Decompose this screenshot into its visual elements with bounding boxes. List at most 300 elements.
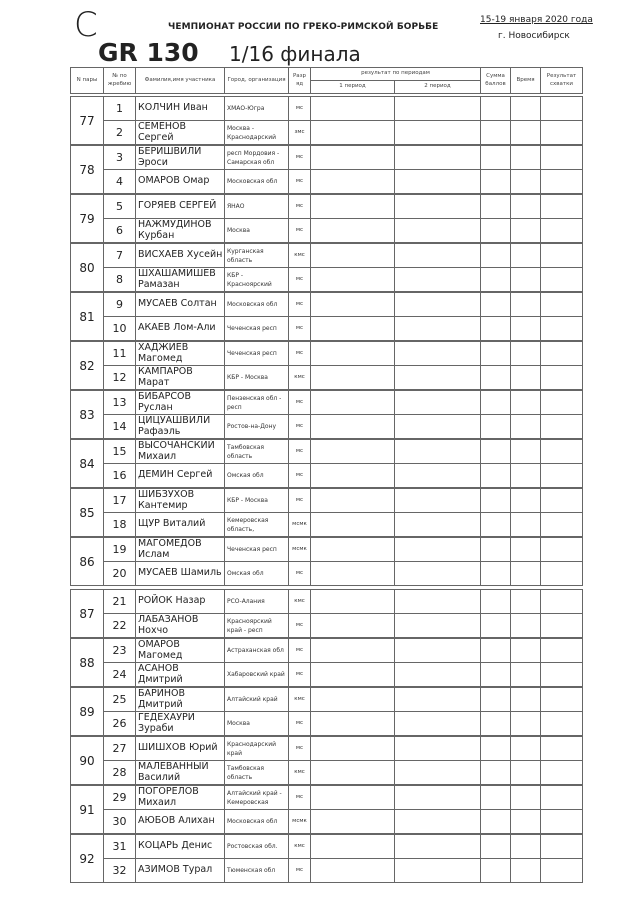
wrestler-org: КБР - Москва	[225, 489, 289, 513]
sum-cell[interactable]	[481, 440, 511, 464]
period-2-cell[interactable]	[395, 859, 481, 883]
pair-number: 86	[71, 538, 104, 586]
pair-block	[70, 589, 583, 638]
wrestler-org: Чеченская респ	[225, 317, 289, 341]
bout-result-cell[interactable]	[541, 712, 583, 736]
wrestler-rank: мс	[289, 786, 311, 810]
wrestler-name: АЮБОВ Алихан	[136, 810, 225, 834]
wrestler-org: Тамбовская область	[225, 440, 289, 464]
sum-cell[interactable]	[481, 663, 511, 687]
time-cell[interactable]	[511, 121, 541, 145]
period-1-cell[interactable]	[311, 562, 395, 586]
period-1-cell[interactable]	[311, 391, 395, 415]
time-cell[interactable]	[511, 513, 541, 537]
period-2-cell[interactable]	[395, 219, 481, 243]
time-cell[interactable]	[511, 538, 541, 562]
period-2-cell[interactable]	[395, 639, 481, 663]
sum-cell[interactable]	[481, 415, 511, 439]
event-city: г. Новосибирск	[498, 31, 570, 41]
wrestler-rank: мс	[289, 268, 311, 292]
time-cell[interactable]	[511, 688, 541, 712]
period-2-cell[interactable]	[395, 712, 481, 736]
period-1-cell[interactable]	[311, 121, 395, 145]
table-row	[71, 835, 583, 859]
table-row	[71, 121, 583, 145]
pair-number: 88	[71, 639, 104, 687]
table-row	[71, 97, 583, 121]
draw-number: 6	[104, 219, 136, 243]
pair-block	[70, 341, 583, 390]
wrestler-name: БИБАРСОВ Руслан	[136, 391, 225, 415]
period-1-cell[interactable]	[311, 614, 395, 638]
period-1-cell[interactable]	[311, 219, 395, 243]
wrestler-name: ДЕМИН Сергей	[136, 464, 225, 488]
sum-cell[interactable]	[481, 835, 511, 859]
wrestler-name: ГЕДЕХАУРИ Зураби	[136, 712, 225, 736]
period-2-cell[interactable]	[395, 761, 481, 785]
time-cell[interactable]	[511, 219, 541, 243]
wrestler-name: ГОРЯЕВ СЕРГЕЙ	[136, 195, 225, 219]
header-rank: Разр яд	[289, 68, 311, 94]
bout-result-cell[interactable]	[541, 489, 583, 513]
period-2-cell[interactable]	[395, 810, 481, 834]
time-cell[interactable]	[511, 786, 541, 810]
pair-block	[70, 145, 583, 194]
sum-cell[interactable]	[481, 761, 511, 785]
wrestler-org: Хабаровский край	[225, 663, 289, 687]
period-2-cell[interactable]	[395, 538, 481, 562]
bout-result-cell[interactable]	[541, 391, 583, 415]
period-1-cell[interactable]	[311, 170, 395, 194]
period-1-cell[interactable]	[311, 366, 395, 390]
period-2-cell[interactable]	[395, 786, 481, 810]
wrestler-name: РОЙОК Назар	[136, 590, 225, 614]
bout-result-cell[interactable]	[541, 121, 583, 145]
bout-result-cell[interactable]	[541, 835, 583, 859]
wrestler-rank: змс	[289, 121, 311, 145]
draw-number: 19	[104, 538, 136, 562]
sum-cell[interactable]	[481, 810, 511, 834]
table-row	[71, 366, 583, 390]
period-1-cell[interactable]	[311, 761, 395, 785]
time-cell[interactable]	[511, 737, 541, 761]
pair-number: 85	[71, 489, 104, 537]
header-periods-result: результат по периодам	[311, 68, 481, 81]
pair-block	[70, 390, 583, 439]
wrestler-rank: кмс	[289, 835, 311, 859]
wrestler-rank: мс	[289, 859, 311, 883]
bout-result-cell[interactable]	[541, 590, 583, 614]
period-1-cell[interactable]	[311, 415, 395, 439]
draw-number: 20	[104, 562, 136, 586]
wrestler-rank: мс	[289, 293, 311, 317]
time-cell[interactable]	[511, 170, 541, 194]
wrestler-name: БАРИНОВ Дмитрий	[136, 688, 225, 712]
wrestler-name: ШИШХОВ Юрий	[136, 737, 225, 761]
period-2-cell[interactable]	[395, 513, 481, 537]
wrestler-name: ХАДЖИЕВ Магомед	[136, 342, 225, 366]
period-1-cell[interactable]	[311, 293, 395, 317]
wrestler-rank: кмс	[289, 761, 311, 785]
period-2-cell[interactable]	[395, 489, 481, 513]
table-row	[71, 786, 583, 810]
wrestler-rank: мс	[289, 663, 311, 687]
period-2-cell[interactable]	[395, 268, 481, 292]
sum-cell[interactable]	[481, 121, 511, 145]
draw-number: 27	[104, 737, 136, 761]
period-2-cell[interactable]	[395, 317, 481, 341]
time-cell[interactable]	[511, 810, 541, 834]
period-1-cell[interactable]	[311, 244, 395, 268]
bout-result-cell[interactable]	[541, 440, 583, 464]
period-1-cell[interactable]	[311, 639, 395, 663]
wrestler-org: Ростовская обл.	[225, 835, 289, 859]
wrestler-name: АЗИМОВ Турал	[136, 859, 225, 883]
draw-number: 31	[104, 835, 136, 859]
period-1-cell[interactable]	[311, 489, 395, 513]
table-header	[70, 67, 583, 94]
time-cell[interactable]	[511, 440, 541, 464]
time-cell[interactable]	[511, 712, 541, 736]
championship-title: ЧЕМПИОНАТ РОССИИ ПО ГРЕКО-РИМСКОЙ БОРЬБЕ	[168, 22, 439, 32]
mat-letter: С	[74, 5, 98, 45]
header-draw-no: № по жребию	[104, 68, 136, 94]
header-bout-result: Результат схватки	[541, 68, 583, 94]
wrestler-org: Тамбовская область	[225, 761, 289, 785]
table-row	[71, 810, 583, 834]
wrestler-rank: мс	[289, 219, 311, 243]
sum-cell[interactable]	[481, 590, 511, 614]
header-time: Время	[511, 68, 541, 94]
time-cell[interactable]	[511, 244, 541, 268]
bout-result-cell[interactable]	[541, 342, 583, 366]
time-cell[interactable]	[511, 639, 541, 663]
pair-number: 78	[71, 146, 104, 194]
header-pair-no: N пары	[71, 68, 104, 94]
pair-block	[70, 834, 583, 883]
period-1-cell[interactable]	[311, 859, 395, 883]
period-1-cell[interactable]	[311, 513, 395, 537]
period-2-cell[interactable]	[395, 737, 481, 761]
bout-result-cell[interactable]	[541, 146, 583, 170]
period-1-cell[interactable]	[311, 538, 395, 562]
time-cell[interactable]	[511, 614, 541, 638]
table-row	[71, 293, 583, 317]
wrestler-org: Москва	[225, 219, 289, 243]
wrestler-org: Омская обл	[225, 464, 289, 488]
period-1-cell[interactable]	[311, 786, 395, 810]
bout-result-cell[interactable]	[541, 859, 583, 883]
wrestler-name: ШХАШАМИШЕВ Рамазан	[136, 268, 225, 292]
sum-cell[interactable]	[481, 786, 511, 810]
time-cell[interactable]	[511, 415, 541, 439]
draw-number: 7	[104, 244, 136, 268]
wrestler-org: Алтайский край	[225, 688, 289, 712]
header-org: Город, организация	[225, 68, 289, 94]
wrestler-rank: мс	[289, 639, 311, 663]
period-2-cell[interactable]	[395, 244, 481, 268]
sum-cell[interactable]	[481, 562, 511, 586]
event-dates: 15-19 января 2020 года	[480, 15, 593, 25]
pair-number: 83	[71, 391, 104, 439]
table-row	[71, 712, 583, 736]
period-1-cell[interactable]	[311, 342, 395, 366]
wrestler-org: Ростов-на-Дону	[225, 415, 289, 439]
period-2-cell[interactable]	[395, 170, 481, 194]
wrestler-name: ЛАБАЗАНОВ Нохчо	[136, 614, 225, 638]
wrestler-rank: мс	[289, 342, 311, 366]
wrestler-rank: мс	[289, 440, 311, 464]
wrestler-name: ВЫСОЧАНСКИЙ Михаил	[136, 440, 225, 464]
draw-number: 16	[104, 464, 136, 488]
sum-cell[interactable]	[481, 391, 511, 415]
bout-result-cell[interactable]	[541, 415, 583, 439]
sum-cell[interactable]	[481, 737, 511, 761]
draw-number: 26	[104, 712, 136, 736]
bout-result-cell[interactable]	[541, 639, 583, 663]
period-2-cell[interactable]	[395, 195, 481, 219]
sum-cell[interactable]	[481, 614, 511, 638]
period-1-cell[interactable]	[311, 440, 395, 464]
wrestler-rank: мс	[289, 146, 311, 170]
wrestler-rank: мс	[289, 489, 311, 513]
wrestler-name: МАГОМЕДОВ Ислам	[136, 538, 225, 562]
table-row	[71, 663, 583, 687]
bout-result-cell[interactable]	[541, 688, 583, 712]
draw-number: 30	[104, 810, 136, 834]
pair-block	[70, 194, 583, 243]
draw-number: 3	[104, 146, 136, 170]
sum-cell[interactable]	[481, 342, 511, 366]
period-1-cell[interactable]	[311, 464, 395, 488]
bout-result-cell[interactable]	[541, 195, 583, 219]
period-1-cell[interactable]	[311, 835, 395, 859]
period-2-cell[interactable]	[395, 342, 481, 366]
time-cell[interactable]	[511, 293, 541, 317]
period-1-cell[interactable]	[311, 268, 395, 292]
wrestler-rank: мс	[289, 464, 311, 488]
bout-result-cell[interactable]	[541, 614, 583, 638]
wrestler-name: НАЖМУДИНОВ Курбан	[136, 219, 225, 243]
wrestler-rank: мс	[289, 415, 311, 439]
time-cell[interactable]	[511, 268, 541, 292]
wrestler-org: Омская обл	[225, 562, 289, 586]
wrestler-name: БЕРИШВИЛИ Эроси	[136, 146, 225, 170]
bout-result-cell[interactable]	[541, 737, 583, 761]
draw-number: 29	[104, 786, 136, 810]
bout-result-cell[interactable]	[541, 244, 583, 268]
time-cell[interactable]	[511, 761, 541, 785]
bout-result-cell[interactable]	[541, 170, 583, 194]
bout-result-cell[interactable]	[541, 268, 583, 292]
sum-cell[interactable]	[481, 97, 511, 121]
wrestler-org: Чеченская респ	[225, 342, 289, 366]
sum-cell[interactable]	[481, 195, 511, 219]
draw-number: 4	[104, 170, 136, 194]
time-cell[interactable]	[511, 835, 541, 859]
draw-number: 15	[104, 440, 136, 464]
bout-result-cell[interactable]	[541, 464, 583, 488]
period-2-cell[interactable]	[395, 562, 481, 586]
bout-result-cell[interactable]	[541, 293, 583, 317]
period-2-cell[interactable]	[395, 663, 481, 687]
time-cell[interactable]	[511, 489, 541, 513]
pair-number: 77	[71, 97, 104, 145]
period-1-cell[interactable]	[311, 146, 395, 170]
time-cell[interactable]	[511, 366, 541, 390]
period-2-cell[interactable]	[395, 146, 481, 170]
wrestler-org: ЯНАО	[225, 195, 289, 219]
draw-number: 28	[104, 761, 136, 785]
wrestler-rank: мс	[289, 712, 311, 736]
wrestler-name: ЦИЦУАШВИЛИ Рафаэль	[136, 415, 225, 439]
time-cell[interactable]	[511, 97, 541, 121]
pair-number: 90	[71, 737, 104, 785]
wrestler-name: ПОГОРЕЛОВ Михаил	[136, 786, 225, 810]
draw-number: 24	[104, 663, 136, 687]
bout-result-cell[interactable]	[541, 562, 583, 586]
period-1-cell[interactable]	[311, 688, 395, 712]
bout-result-cell[interactable]	[541, 317, 583, 341]
time-cell[interactable]	[511, 663, 541, 687]
wrestler-org: Чеченская респ	[225, 538, 289, 562]
table-row	[71, 415, 583, 439]
wrestler-org: Кемеровская область,	[225, 513, 289, 537]
sum-cell[interactable]	[481, 317, 511, 341]
period-1-cell[interactable]	[311, 590, 395, 614]
wrestler-org: Московская обл	[225, 810, 289, 834]
sum-cell[interactable]	[481, 489, 511, 513]
time-cell[interactable]	[511, 391, 541, 415]
draw-number: 8	[104, 268, 136, 292]
wrestler-name: КАМПАРОВ Марат	[136, 366, 225, 390]
bout-result-cell[interactable]	[541, 761, 583, 785]
sum-cell[interactable]	[481, 244, 511, 268]
pair-block	[70, 96, 583, 145]
wrestler-org: Московская обл	[225, 293, 289, 317]
wrestler-org: КБР - Москва	[225, 366, 289, 390]
period-2-cell[interactable]	[395, 415, 481, 439]
pair-number: 87	[71, 590, 104, 638]
period-2-cell[interactable]	[395, 464, 481, 488]
sum-cell[interactable]	[481, 688, 511, 712]
draw-number: 14	[104, 415, 136, 439]
draw-number: 12	[104, 366, 136, 390]
wrestler-rank: кмс	[289, 590, 311, 614]
wrestler-org: ХМАО-Югра	[225, 97, 289, 121]
period-1-cell[interactable]	[311, 195, 395, 219]
pair-block	[70, 638, 583, 687]
sum-cell[interactable]	[481, 366, 511, 390]
period-2-cell[interactable]	[395, 97, 481, 121]
table-row	[71, 590, 583, 614]
draw-number: 21	[104, 590, 136, 614]
draw-number: 11	[104, 342, 136, 366]
table-row	[71, 859, 583, 883]
period-2-cell[interactable]	[395, 121, 481, 145]
period-1-cell[interactable]	[311, 737, 395, 761]
wrestler-org: Московская обл	[225, 170, 289, 194]
time-cell[interactable]	[511, 590, 541, 614]
sum-cell[interactable]	[481, 170, 511, 194]
wrestler-name: ОМАРОВ Магомед	[136, 639, 225, 663]
draw-number: 23	[104, 639, 136, 663]
bout-result-cell[interactable]	[541, 366, 583, 390]
draw-number: 25	[104, 688, 136, 712]
bout-result-cell[interactable]	[541, 538, 583, 562]
bout-result-cell[interactable]	[541, 513, 583, 537]
wrestler-name: КОЦАРЬ Денис	[136, 835, 225, 859]
sum-cell[interactable]	[481, 513, 511, 537]
time-cell[interactable]	[511, 464, 541, 488]
sum-cell[interactable]	[481, 464, 511, 488]
period-1-cell[interactable]	[311, 712, 395, 736]
table-row	[71, 146, 583, 170]
pair-number: 92	[71, 835, 104, 883]
table-row	[71, 489, 583, 513]
wrestler-name: СЕМЕНОВ Сергей	[136, 121, 225, 145]
sum-cell[interactable]	[481, 146, 511, 170]
bout-result-cell[interactable]	[541, 97, 583, 121]
table-row	[71, 170, 583, 194]
sum-cell[interactable]	[481, 712, 511, 736]
bout-result-cell[interactable]	[541, 219, 583, 243]
time-cell[interactable]	[511, 562, 541, 586]
wrestler-name: АСАНОВ Дмитрий	[136, 663, 225, 687]
period-1-cell[interactable]	[311, 663, 395, 687]
wrestler-rank: мс	[289, 97, 311, 121]
wrestler-org: КБР - Красноярский	[225, 268, 289, 292]
time-cell[interactable]	[511, 195, 541, 219]
sum-cell[interactable]	[481, 268, 511, 292]
bout-result-cell[interactable]	[541, 810, 583, 834]
wrestler-org: Алтайский край - Кемеровская	[225, 786, 289, 810]
weight-class: GR 130	[98, 38, 199, 67]
period-1-cell[interactable]	[311, 317, 395, 341]
wrestler-org: Москва - Краснодарский	[225, 121, 289, 145]
wrestler-org: Курганская область	[225, 244, 289, 268]
bout-result-cell[interactable]	[541, 786, 583, 810]
period-2-cell[interactable]	[395, 440, 481, 464]
period-2-cell[interactable]	[395, 688, 481, 712]
period-2-cell[interactable]	[395, 391, 481, 415]
period-1-cell[interactable]	[311, 810, 395, 834]
period-2-cell[interactable]	[395, 835, 481, 859]
sum-cell[interactable]	[481, 538, 511, 562]
wrestler-org: Тюменская обл	[225, 859, 289, 883]
wrestler-rank: мсмк	[289, 810, 311, 834]
pair-block	[70, 292, 583, 341]
time-cell[interactable]	[511, 342, 541, 366]
period-2-cell[interactable]	[395, 614, 481, 638]
time-cell[interactable]	[511, 859, 541, 883]
period-2-cell[interactable]	[395, 293, 481, 317]
sum-cell[interactable]	[481, 293, 511, 317]
pair-block	[70, 243, 583, 292]
time-cell[interactable]	[511, 317, 541, 341]
time-cell[interactable]	[511, 146, 541, 170]
sum-cell[interactable]	[481, 859, 511, 883]
sum-cell[interactable]	[481, 219, 511, 243]
bout-result-cell[interactable]	[541, 663, 583, 687]
pair-block	[70, 736, 583, 785]
pair-number: 82	[71, 342, 104, 390]
period-2-cell[interactable]	[395, 366, 481, 390]
period-2-cell[interactable]	[395, 590, 481, 614]
period-1-cell[interactable]	[311, 97, 395, 121]
draw-number: 32	[104, 859, 136, 883]
sum-cell[interactable]	[481, 639, 511, 663]
